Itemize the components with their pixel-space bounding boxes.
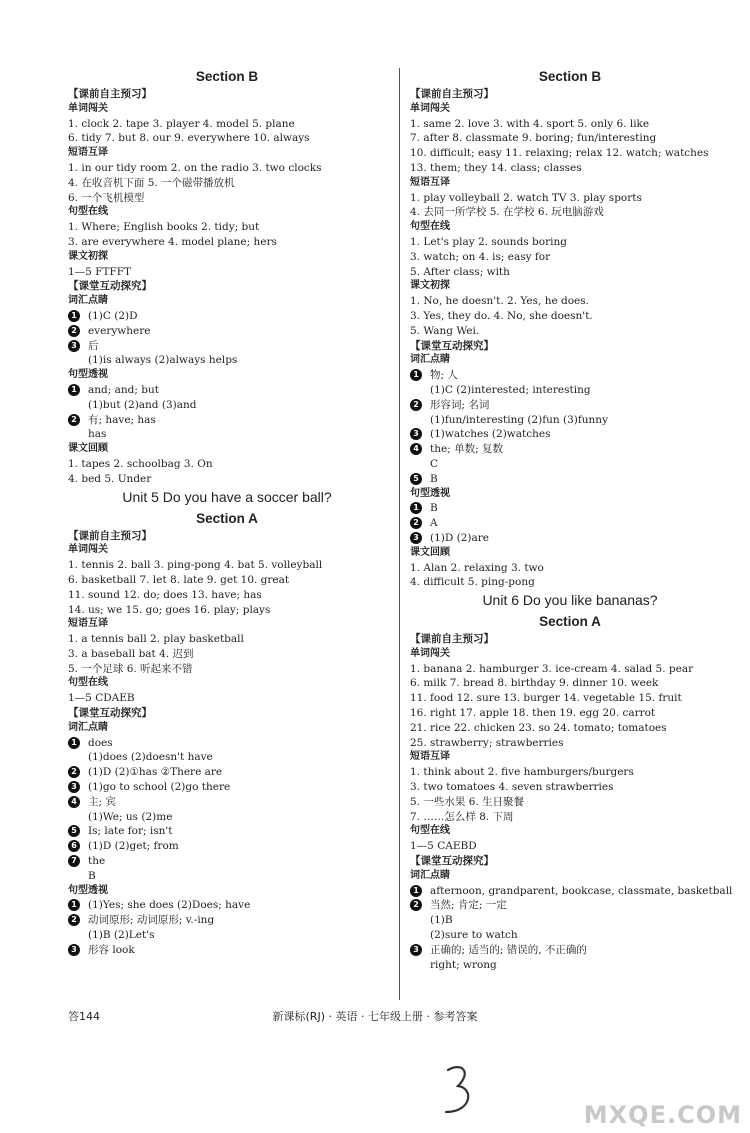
- answer-text: (1)D (2)get; from: [88, 840, 179, 853]
- subheading: 句型在线: [410, 825, 450, 837]
- numbered-answer: [68, 765, 386, 780]
- number-bullet: 3: [410, 532, 422, 544]
- number-bullet: 1: [68, 310, 80, 322]
- answer-line: 5. Wang Wei.: [410, 324, 480, 337]
- answer-line: 16. right 17. apple 18. then 19. egg 20. carrot: [410, 707, 656, 720]
- numbered-answer: [68, 824, 386, 839]
- subheading: 词汇点睛: [68, 721, 108, 733]
- subheading: 句型透视: [68, 369, 108, 381]
- answer-line: 3. two tomatoes 4. seven strawberries: [410, 781, 614, 794]
- answer-text: the; 单数; 复数: [430, 443, 503, 456]
- answer-line: 5. After class; with: [410, 265, 510, 278]
- answer-line: 21. rice 22. chicken 23. so 24. tomato; tomatoes: [410, 721, 667, 734]
- answer-line: (1)C (2)interested; interesting: [430, 383, 591, 396]
- number-bullet: 1: [68, 384, 80, 396]
- answer-line: 4. 去同一所学校 5. 在学校 6. 玩电脑游戏: [410, 206, 604, 219]
- section-heading: Section A: [196, 510, 258, 526]
- answer-text: B: [430, 472, 438, 485]
- answer-text: (1)go to school (2)go there: [88, 781, 231, 794]
- answer-line: 3. Yes, they do. 4. No, she doesn't.: [410, 309, 593, 322]
- numbered-answer: [68, 913, 386, 928]
- subheading: 短语互译: [68, 147, 108, 159]
- answer-text: everywhere: [88, 324, 151, 337]
- numbered-answer: [410, 531, 730, 546]
- subheading: 课文初探: [68, 250, 108, 262]
- answer-line: 5. 一些水果 6. 生日聚餐: [410, 795, 525, 808]
- subheading: 短语互译: [410, 176, 450, 188]
- numbered-answer: [68, 943, 386, 958]
- subheading: 课文回顾: [410, 546, 450, 558]
- answer-line: 4. difficult 5. ping-pong: [410, 576, 535, 589]
- answer-text: 物; 人: [430, 369, 458, 382]
- number-bullet: 4: [68, 796, 80, 808]
- answer-line: 14. us; we 15. go; goes 16. play; plays: [68, 603, 271, 616]
- numbered-answer: [410, 516, 730, 531]
- unit-heading: Unit 6 Do you like bananas?: [482, 592, 658, 609]
- answer-line: 4. 在收音机下面 5. 一个磁带播放机: [68, 176, 235, 189]
- answer-line: 1. tapes 2. schoolbag 3. On: [68, 457, 213, 470]
- numbered-answer: [68, 839, 386, 854]
- subheading: 单词闯关: [410, 102, 450, 114]
- subheading: 单词闯关: [68, 544, 108, 556]
- category-heading: 【课前自主预习】: [410, 88, 494, 100]
- numbered-answer: [410, 472, 730, 487]
- answer-text: does: [88, 736, 113, 749]
- answer-line: 13. them; they 14. class; classes: [410, 161, 582, 174]
- numbered-answer: [68, 898, 386, 913]
- number-bullet: 6: [68, 840, 80, 852]
- subheading: 句型在线: [68, 677, 108, 689]
- numbered-answer: [410, 368, 730, 383]
- answer-line: 3. watch; on 4. is; easy for: [410, 250, 551, 263]
- answer-line: 1. banana 2. hamburger 3. ice-cream 4. salad 5. pear: [410, 662, 694, 675]
- number-bullet: 1: [68, 737, 80, 749]
- subheading: 句型在线: [68, 206, 108, 218]
- number-bullet: 1: [410, 369, 422, 381]
- answer-text: (1)watches (2)watches: [430, 428, 551, 441]
- answer-line: (1)B: [430, 914, 453, 927]
- number-bullet: 2: [410, 899, 422, 911]
- number-bullet: 3: [68, 781, 80, 793]
- answer-line: has: [88, 428, 107, 441]
- category-heading: 【课堂互动探究】: [410, 855, 494, 868]
- answer-text: (1)Yes; she does (2)Does; have: [88, 899, 251, 912]
- answer-line: 3. are everywhere 4. model plane; hers: [68, 235, 277, 248]
- answer-text: (1)D (2)①has ②There are: [88, 766, 223, 779]
- answer-line: 7. ……怎么样 8. 下周: [410, 810, 514, 823]
- answer-line: 1—5 FTFFT: [68, 265, 132, 278]
- answer-line: right; wrong: [430, 958, 497, 971]
- answer-line: 6. 一个飞机模型: [68, 191, 145, 204]
- category-heading: 【课前自主预习】: [68, 529, 152, 542]
- answer-line: 1. Where; English books 2. tidy; but: [68, 221, 260, 234]
- number-bullet: 3: [410, 428, 422, 440]
- answer-text: the: [88, 855, 106, 868]
- answer-line: 1. clock 2. tape 3. player 4. model 5. plane: [68, 117, 295, 130]
- number-bullet: 4: [410, 443, 422, 455]
- number-bullet: 2: [68, 414, 80, 426]
- subheading: 短语互译: [68, 618, 108, 630]
- answer-text: (1)C (2)D: [88, 309, 138, 322]
- number-bullet: 3: [410, 944, 422, 956]
- answer-line: (1)fun/interesting (2)fun (3)funny: [430, 413, 608, 426]
- number-bullet: 3: [68, 944, 80, 956]
- number-bullet: 1: [68, 899, 80, 911]
- answer-text: 动词原形; 动词原形; v.-ing: [88, 914, 215, 927]
- subheading: 单词闯关: [68, 102, 108, 114]
- subheading: 句型透视: [68, 884, 108, 896]
- answer-line: 4. bed 5. Under: [68, 472, 152, 485]
- numbered-answer: [410, 398, 730, 413]
- answer-line: 1. No, he doesn't. 2. Yes, he does.: [410, 295, 589, 308]
- numbered-answer: [68, 854, 386, 869]
- number-bullet: 7: [68, 855, 80, 867]
- numbered-answer: [68, 339, 386, 354]
- answer-line: 6. milk 7. bread 8. birthday 9. dinner 10. week: [410, 677, 659, 690]
- answer-line: 1. think about 2. five hamburgers/burgers: [410, 766, 634, 779]
- numbered-answer: [68, 383, 386, 398]
- number-bullet: 1: [410, 502, 422, 514]
- section-heading: Section B: [538, 69, 602, 84]
- number-bullet: 5: [68, 825, 80, 837]
- answer-text: A: [430, 517, 438, 530]
- answer-line: (1)but (2)and (3)and: [88, 398, 197, 411]
- answer-text: B: [430, 502, 438, 515]
- answer-text: 主; 宾: [88, 795, 116, 808]
- category-heading: 【课堂互动探究】: [68, 280, 152, 293]
- handwritten-number-3: [440, 1060, 480, 1120]
- answer-line: 1. a tennis ball 2. play basketball: [68, 633, 244, 646]
- number-bullet: 5: [410, 473, 422, 485]
- category-heading: 【课前自主预习】: [410, 633, 494, 646]
- numbered-answer: [410, 884, 733, 899]
- subheading: 词汇点睛: [68, 295, 108, 307]
- answer-line: 1. tennis 2. ball 3. ping-pong 4. bat 5. volleyball: [68, 559, 323, 572]
- answer-line: 6. basketball 7. let 8. late 9. get 10. great: [68, 573, 290, 586]
- answer-line: 1. Let's play 2. sounds boring: [410, 235, 567, 248]
- subheading: 句型在线: [410, 221, 450, 233]
- number-bullet: 1: [410, 885, 422, 897]
- answer-line: (1)is always (2)always helps: [88, 354, 238, 367]
- subheading: 课文初探: [410, 280, 450, 292]
- number-bullet: 3: [68, 340, 80, 352]
- watermark: MXQE.COM: [583, 1101, 742, 1129]
- category-heading: 【课前自主预习】: [68, 88, 152, 100]
- numbered-answer: [68, 736, 386, 751]
- answer-text: afternoon, grandparent, bookcase, classmate, basketball: [430, 884, 733, 897]
- answer-text: 有; have; has: [88, 413, 156, 426]
- answer-line: 1. same 2. love 3. with 4. sport 5. only 6. like: [410, 117, 650, 130]
- answer-text: 形容词; 名词: [430, 398, 490, 411]
- numbered-answer: [68, 309, 386, 324]
- number-bullet: 2: [68, 914, 80, 926]
- answer-line: 11. sound 12. do; does 13. have; has: [68, 588, 262, 601]
- number-bullet: 2: [410, 399, 422, 411]
- answer-text: 形容 look: [88, 943, 135, 956]
- numbered-answer: [68, 324, 386, 339]
- answer-text: 当然; 肯定; 一定: [430, 899, 507, 912]
- number-bullet: 2: [68, 325, 80, 337]
- section-heading: Section B: [195, 69, 259, 84]
- left-column: [68, 66, 386, 958]
- answer-line: (2)sure to watch: [430, 929, 518, 942]
- section-heading: Section A: [539, 614, 601, 630]
- answer-line: 1—5 CDAEB: [68, 692, 135, 705]
- footer-title: 新课标(RJ) · 英语 · 七年级上册 · 参考答案: [272, 1010, 478, 1023]
- page-number: 答144: [68, 1010, 100, 1023]
- answer-line: C: [430, 457, 439, 470]
- answer-line: 1—5 CAEBD: [410, 840, 477, 853]
- number-bullet: 2: [68, 766, 80, 778]
- numbered-answer: [68, 780, 386, 795]
- answer-line: 5. 一个足球 6. 听起来不错: [68, 662, 193, 675]
- answer-line: 1. play volleyball 2. watch TV 3. play sports: [410, 191, 642, 204]
- numbered-answer: [410, 943, 730, 958]
- answer-line: 1. Alan 2. relaxing 3. two: [410, 561, 544, 574]
- unit-heading: Unit 5 Do you have a soccer ball?: [122, 488, 332, 505]
- category-heading: 【课堂互动探究】: [410, 339, 494, 352]
- answer-text: Is; late for; isn't: [88, 825, 173, 838]
- subheading: 单词闯关: [410, 647, 450, 659]
- answer-line: B: [88, 869, 96, 882]
- numbered-answer: [68, 795, 386, 810]
- answer-line: 25. strawberry; strawberries: [410, 736, 564, 749]
- answer-text: 正确的; 适当的; 错误的, 不正确的: [430, 943, 587, 956]
- answer-line: 7. after 8. classmate 9. boring; fun/interesting: [410, 132, 657, 145]
- answer-text: (1)D (2)are: [430, 531, 489, 544]
- answer-line: 1. in our tidy room 2. on the radio 3. two clocks: [68, 161, 322, 174]
- subheading: 课文回顾: [68, 443, 108, 455]
- subheading: 词汇点睛: [410, 354, 450, 366]
- subheading: 短语互译: [410, 751, 450, 763]
- answer-text: 后: [88, 339, 99, 352]
- subheading: 句型透视: [410, 487, 450, 499]
- numbered-answer: [410, 898, 730, 913]
- category-heading: 【课堂互动探究】: [68, 707, 152, 720]
- numbered-answer: [68, 413, 386, 428]
- answer-line: (1)B (2)Let's: [88, 929, 155, 942]
- numbered-answer: [410, 442, 730, 457]
- answer-line: 11. food 12. sure 13. burger 14. vegetable 15. fruit: [410, 692, 682, 705]
- number-bullet: 2: [410, 517, 422, 529]
- column-divider: [399, 68, 400, 1000]
- right-column: [410, 66, 733, 972]
- answer-line: 6. tidy 7. but 8. our 9. everywhere 10. always: [68, 132, 310, 145]
- subheading: 词汇点睛: [410, 869, 450, 881]
- numbered-answer: [410, 427, 730, 442]
- answer-line: 10. difficult; easy 11. relaxing; relax 12. watch; watches: [410, 147, 709, 160]
- numbered-answer: [410, 501, 730, 516]
- answer-line: 3. a baseball bat 4. 迟到: [68, 647, 194, 660]
- answer-line: (1)We; us (2)me: [88, 810, 173, 823]
- answer-text: and; and; but: [88, 383, 159, 396]
- answer-line: (1)does (2)doesn't have: [88, 751, 213, 764]
